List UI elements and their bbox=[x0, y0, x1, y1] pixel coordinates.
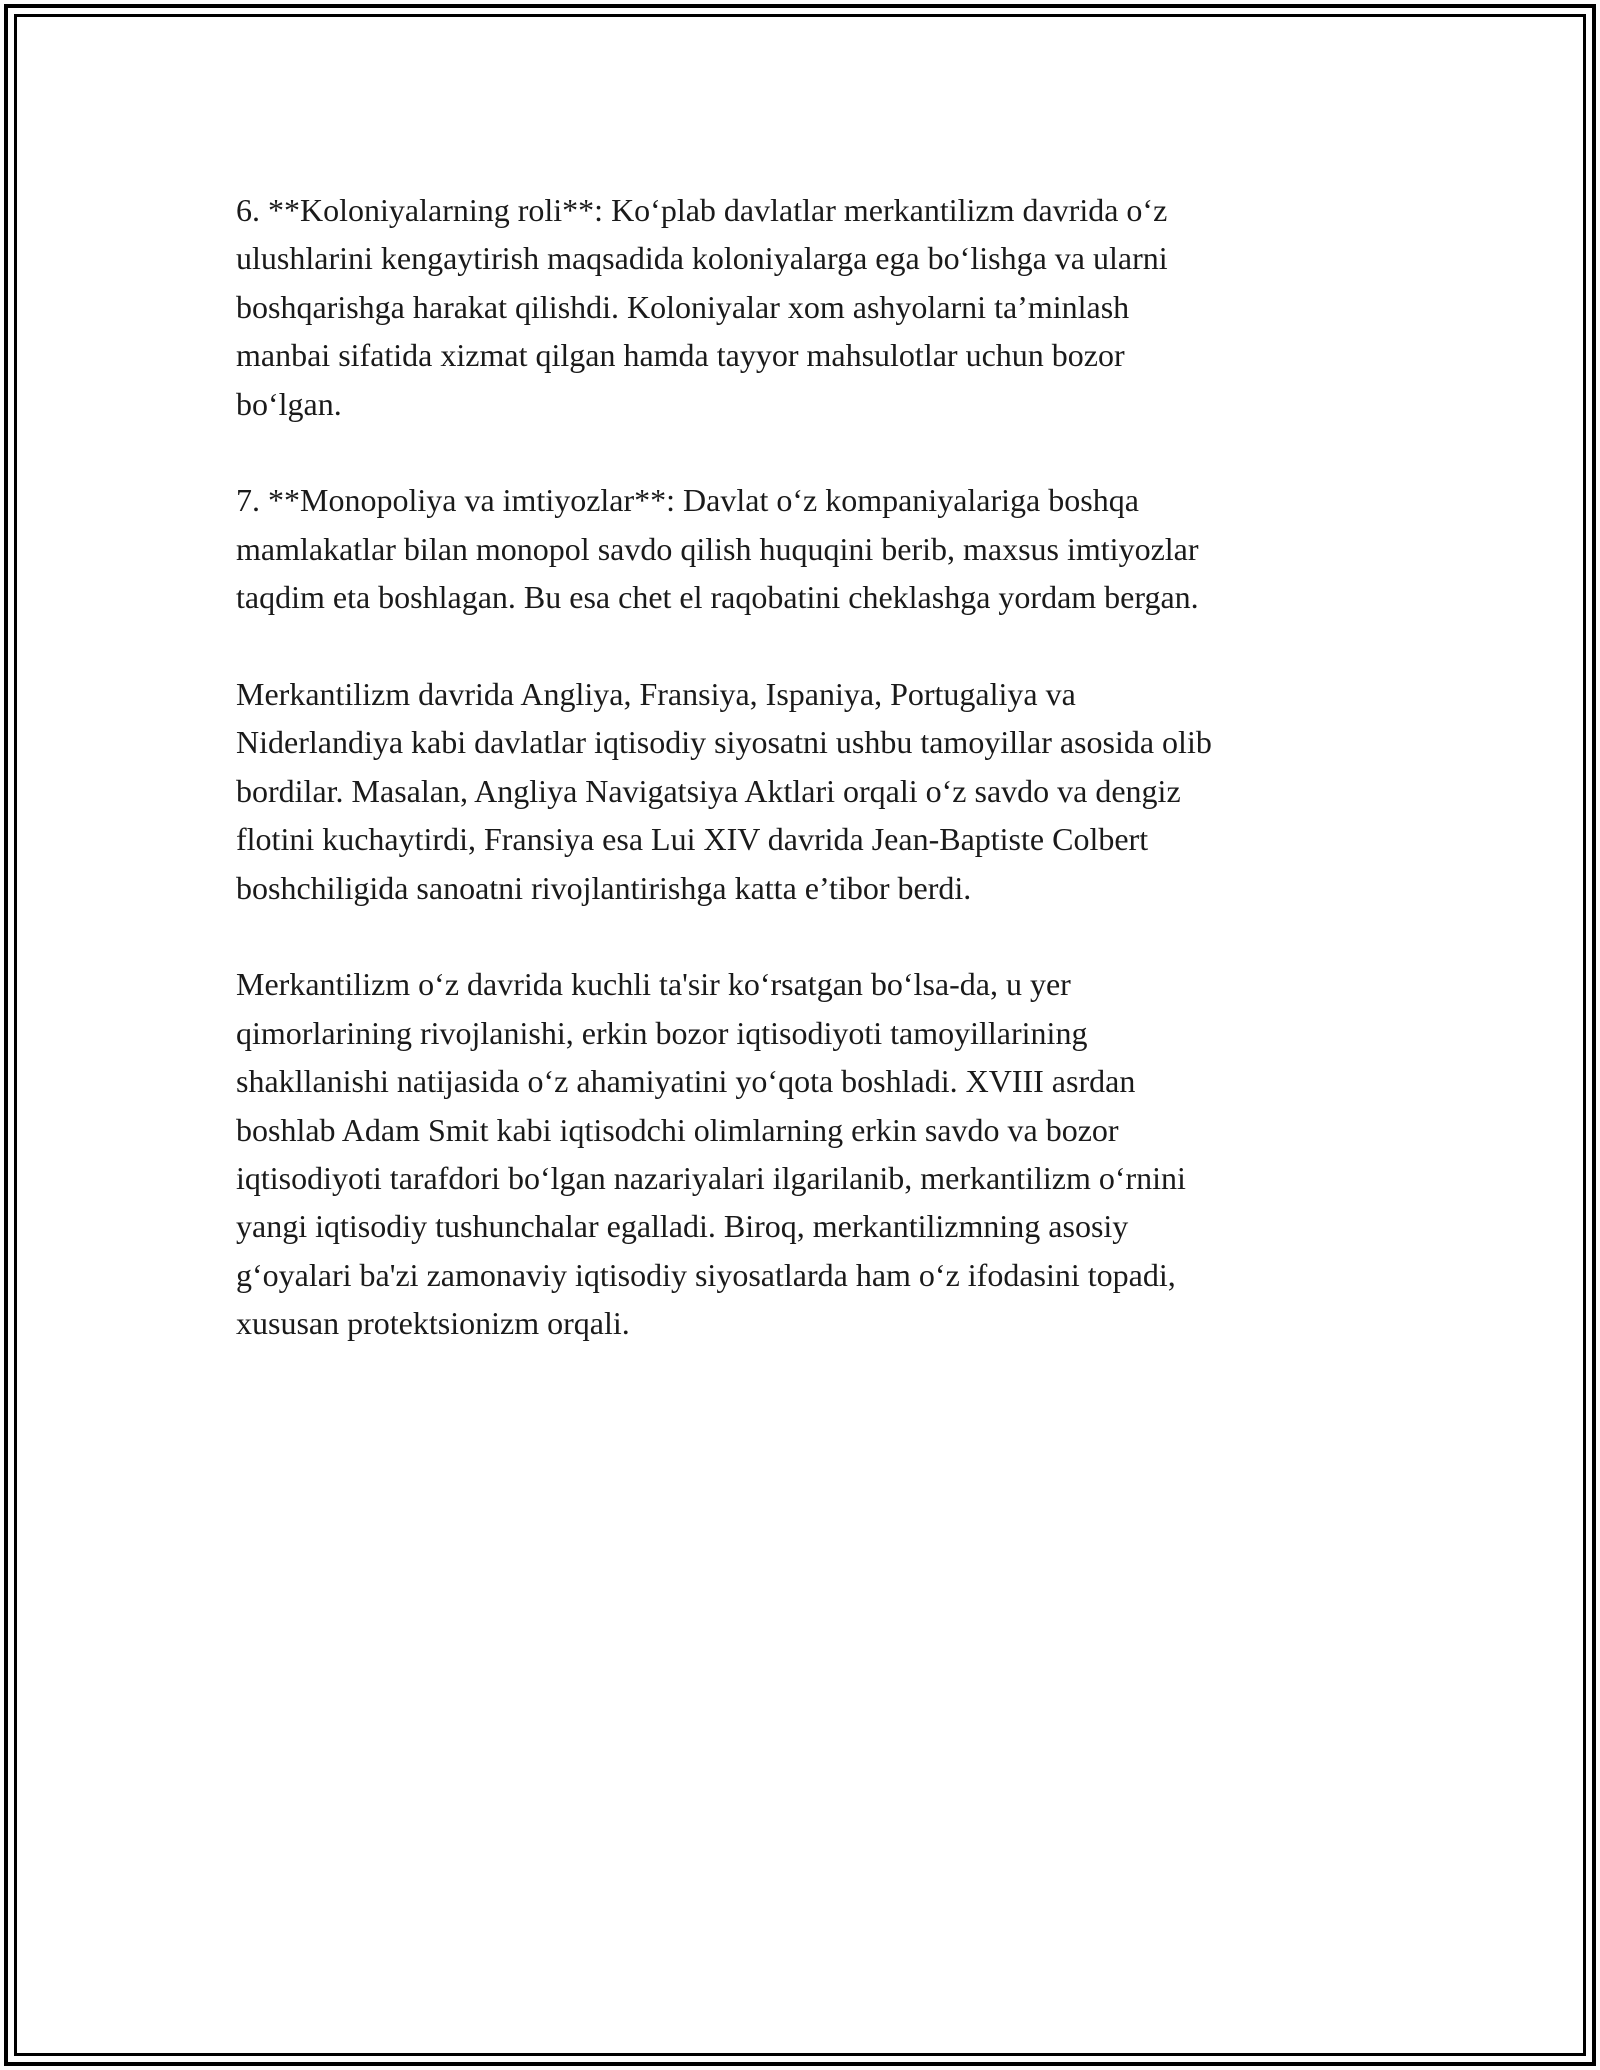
paragraph-decline-of-mercantilism: Merkantilizm o‘z davrida kuchli ta'sir ko‘rsatgan bo‘lsa-da, u yer qimorlarining rivojlanishi, erkin bozor iqtisodiyoti tamoyillarining shakllanishi natijasida o‘z ahamiyatini yo‘qota boshladi. XVIII asrdan boshlab Adam Smit kabi iqtisodchi olimlarning erkin savdo va bozor iqtisodiyoti tarafdori bo‘lgan nazariyalari ilgarilanib, merkantilizm o‘rnini yangi iqtisodiy tushunchalar egalladi. Biroq, merkantilizmning asosiy g‘oyalari ba'zi zamonaviy iqtisodiy siyosatlarda ham o‘z ifodasini topadi, xususan protektsionizm orqali. bbox=[236, 966, 1186, 1342]
paragraph-monopoly-privileges: 7. **Monopoliya va imtiyozlar**: Davlat o‘z kompaniyalariga boshqa mamlakatlar bilan monopol savdo qilish huquqini berib, maxsus imtiyozlar taqdim eta boshlagan. Bu esa chet el raqobatini cheklashga yordam bergan. bbox=[236, 482, 1199, 616]
paragraph-colonies-role: 6. **Koloniyalarning roli**: Ko‘plab davlatlar merkantilizm davrida o‘z ulushlarini kengaytirish maqsadida koloniyalarga ega bo‘lishga va ularni boshqarishga harakat qilishdi. Koloniyalar xom ashyolarni ta’minlash manbai sifatida xizmat qilgan hamda tayyor mahsulotlar uchun bozor bo‘lgan. bbox=[236, 192, 1168, 422]
paragraph-mercantilist-states: Merkantilizm davrida Angliya, Fransiya, Ispaniya, Portugaliya va Niderlandiya kabi davlatlar iqtisodiy siyosatni ushbu tamoyillar asosida olib bordilar. Masalan, Angliya Navigatsiya Aktlari orqali o‘z savdo va dengiz flotini kuchaytirdi, Fransiya esa Lui XIV davrida Jean-Baptiste Colbert boshchiligida sanoatni rivojlantirishga katta e’tibor berdi. bbox=[236, 676, 1212, 906]
document-body bbox=[236, 186, 1406, 1396]
